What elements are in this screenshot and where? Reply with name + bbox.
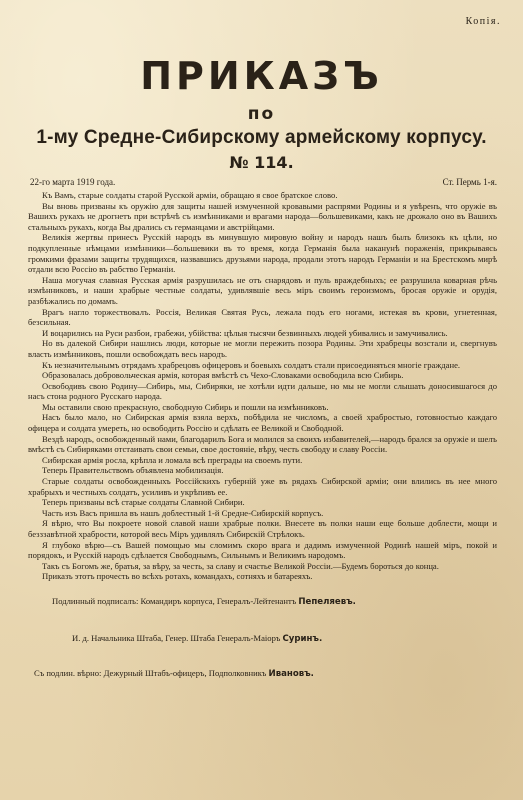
- paragraph: Теперь Правительствомъ объявлена мобилизацiя.: [42, 465, 224, 476]
- paragraph: Наша могучая славная Русская армiя разрушилась не отъ снарядовъ и пуль враждебныхъ; ее разрушила коварная рѣчь измѣнниковъ, и наши храбрые честные солдаты, удивлявшiе весь мiръ своимъ героизмомъ, бросая оружiе и орудiя, разбѣжались по домамъ.: [28, 274, 497, 306]
- order-place: Ст. Пермь 1-я.: [442, 177, 497, 187]
- signature-commander: [34, 596, 497, 607]
- paragraph: Часть изъ Васъ пришла въ нашъ доблестный 1-й Средне-Сибирскiй корпусъ.: [42, 507, 324, 518]
- paragraph: Образовалась добровольческая армiя, которая вмѣстѣ съ Чехо-Словаками освободила всю Сибирь.: [42, 370, 404, 381]
- order-number: № 114.: [229, 153, 294, 172]
- paragraph: Сибирская армiя росла, крѣпла и ломала всѣ преграды на своемъ пути.: [42, 454, 303, 465]
- paragraph: Такъ съ Богомъ же, братья, за вѣру, за честь, за славу и счастье Великой Россiи.—Будемъ бороться до конца.: [42, 560, 439, 571]
- signature-chief-of-staff-name: Суринъ.: [282, 633, 323, 644]
- paragraph: Къ незначительнымъ отрядамъ храбрецовъ офицеровъ и боевыхъ солдатъ стали присоединяться многiе граждане.: [42, 359, 461, 370]
- paragraph: Я вѣрю, что Вы покроете новой славой наши храбрые полки. Внесете въ полки наши еще больше доблести, мощи и безззавѣтной храбрости, которой весь Мiръ удивлялъ Сибирскiй Стрѣлокъ.: [28, 518, 497, 539]
- signature-duty-officer-title: Съ подлин. вѣрно: Дежурный Штабъ-офицеръ, Подполковникъ: [34, 667, 269, 678]
- dateline: [30, 176, 497, 188]
- paragraph: Но въ далекой Сибири нашлись люди, которые не могли пережить позора Родины. Эти храбрецы возстали и, свергнувъ власть измѣнниковъ, пошли освобождать весь народъ.: [28, 338, 497, 359]
- paragraph: Великiя жертвы принесъ Русскiй народъ въ минувшую мировую войну и народъ нашъ былъ близокъ къ цѣли, но подкупленные нѣмцами измѣнники—большевики въ то время, когда Германiя была наканунѣ пораженiя, прикрываясь громкими фразами защиты трудящихся, назвавшись друзьями народа, продали этотъ народъ Германiи и на Брестскомъ мирѣ отдали всю Россiю въ рабство Германiи.: [28, 232, 497, 275]
- signature-commander-name: Пепеляевъ.: [298, 596, 356, 607]
- paragraph: Освободивъ свою Родину—Сибирь, мы, Сибиряки, не хотѣли идти дальше, но мы не могли слышать доносившагося до насъ стона родного Русскаго народа.: [28, 380, 497, 402]
- paragraph: Я глубоко вѣрю—съ Вашей помощью мы сломимъ скоро врага и дадимъ измученной Родинѣ нашей мiръ, покой и порядокъ, и Русскiй народъ сдѣлается Свободнымъ, Сильнымъ и Великимъ народомъ.: [28, 539, 497, 561]
- signatures-block: [34, 596, 497, 679]
- signature-commander-title: Подлинный подписалъ: Командиръ корпуса, Генералъ-Лейтенантъ: [52, 595, 299, 606]
- order-date: 22-го марта 1919 года.: [30, 177, 116, 187]
- paragraph: Вы вновь призваны къ оружiю для защиты нашей измученной кровавыми распрями Родины и я увѣренъ, что оружiе въ Вашихъ рукахъ не дрогнетъ при встрѣчѣ съ измѣнниками и врагами народа—большевиками, какъ не дрожало оно въ Вашихъ стальныхъ рукахъ, когда Вы дрались съ германцами и австрiйцами.: [28, 200, 497, 232]
- signature-duty-officer: [34, 668, 497, 679]
- paragraph: Приказъ этотъ прочесть во всѣхъ ротахъ, командахъ, сотняхъ и батареяхъ.: [42, 571, 313, 582]
- document-title: ПРИКАЗЪ: [140, 54, 383, 98]
- signature-chief-of-staff-title: И. д. Начальника Штаба, Генер. Штаба Генералъ-Маiоръ: [72, 632, 283, 643]
- order-body: [28, 190, 497, 582]
- subtitle-po: по: [247, 104, 276, 124]
- signature-chief-of-staff: [34, 633, 497, 644]
- paragraph: И воцарились на Руси разбои, грабежи, убiйства: цѣлыя тысячи безвинныхъ людей убивались и замучивались.: [42, 327, 448, 338]
- paragraph: Насъ было мало, но Сибирская армiя взяла верхъ, побѣдила не числомъ, а своей храбростью, готовностью каждаго офицера и солдата умереть, но освободить Россiю и сдѣлать ее Великой и Свободной.: [28, 412, 497, 434]
- paragraph: Старые солдаты освобожденныхъ Россiйскихъ губернiй уже въ рядахъ Сибирской армiи; они влились въ нее много храбрыхъ и честныхъ солдатъ, усиливъ и укрѣпивъ ее.: [28, 476, 497, 497]
- paragraph: Къ Вамъ, старые солдаты старой Русской армiи, обращаю я свое братское слово.: [42, 190, 338, 200]
- paragraph: Теперь призваны всѣ старые солдаты Славной Сибири.: [42, 497, 245, 508]
- subtitle-corps: 1-му Средне-Сибирскому армейскому корпусу.: [36, 127, 487, 148]
- paragraph: Врагъ нагло торжествовалъ. Россiя, Великая Святая Русь, лежала подъ его ногами, истекая въ крови, угнетенная, безсильная.: [28, 306, 497, 328]
- paragraph: Вездѣ народъ, освобожденный нами, благодарилъ Бога и молился за своихъ избавителей,—народъ брался за оружiе и шелъ вмѣстѣ съ Сибиряками отстаивать свои семьи, свое достоянiе, вѣру, честь свободу и славу Россiи.: [28, 433, 497, 455]
- signature-duty-officer-name: Ивановъ.: [268, 668, 314, 679]
- copy-label: Копiя.: [465, 16, 501, 27]
- paragraph: Мы оставили свою прекрасную, свободную Сибирь и пошли на измѣнниковъ.: [42, 401, 329, 412]
